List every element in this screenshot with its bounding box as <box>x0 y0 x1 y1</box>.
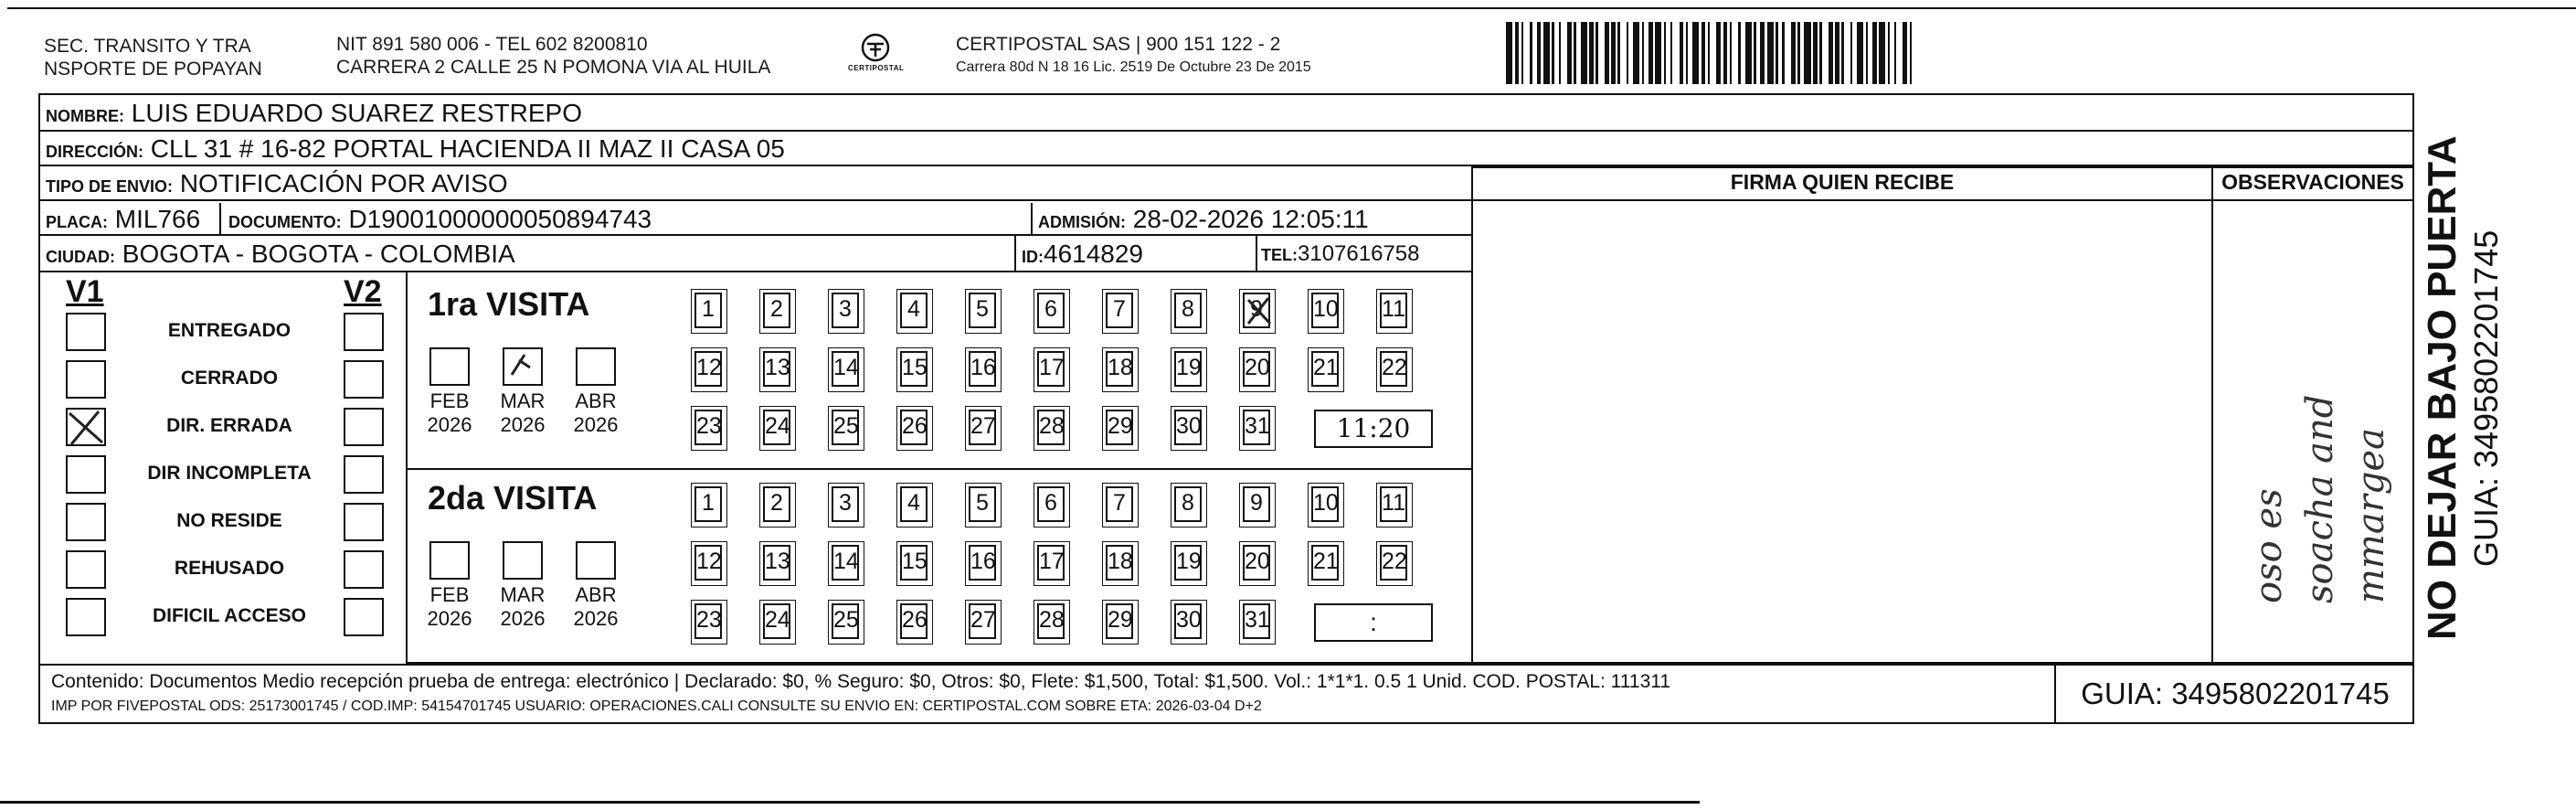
barcode-bar <box>1574 22 1575 84</box>
day-box[interactable] <box>694 486 722 522</box>
day-number: 31 <box>1245 413 1270 439</box>
check-mark-icon <box>503 347 543 386</box>
name-row <box>40 95 2412 132</box>
barcode-bar <box>1567 22 1572 84</box>
day-number: 14 <box>833 355 859 380</box>
barcode-bar <box>1776 22 1777 84</box>
v2-checkbox[interactable] <box>344 313 384 351</box>
day-number: 12 <box>696 549 722 574</box>
barcode-bar <box>1910 22 1912 84</box>
day-number: 2 <box>770 490 783 516</box>
v2-checkbox[interactable] <box>344 598 384 636</box>
day-number: 9 <box>1250 296 1263 322</box>
day-box[interactable] <box>1106 293 1133 328</box>
day-number: 25 <box>833 413 859 439</box>
barcode-bar <box>1804 22 1810 84</box>
month-label <box>568 389 623 437</box>
day-number: 26 <box>902 413 928 439</box>
sender-name <box>44 35 262 80</box>
footer-rule <box>40 664 2412 666</box>
admision-divider <box>1031 203 1033 234</box>
placa-label: PLACA: <box>46 213 108 231</box>
barcode-bar <box>1791 22 1796 84</box>
v2-checkbox[interactable] <box>344 408 384 446</box>
day-number: 5 <box>976 490 989 516</box>
day-number: 15 <box>902 355 928 380</box>
barcode-bar <box>1850 22 1852 84</box>
month-name: ABR <box>575 583 617 606</box>
day-number: 16 <box>970 549 996 574</box>
sender-line-1: SEC. TRANSITO Y TRA <box>44 36 251 57</box>
barcode-bar <box>1841 22 1843 84</box>
day-box[interactable] <box>1174 545 1202 581</box>
day-number: 25 <box>833 607 859 633</box>
day-box[interactable] <box>1243 603 1270 639</box>
day-number: 18 <box>1108 355 1133 380</box>
day-number: 8 <box>1182 296 1194 322</box>
month-label <box>422 389 477 437</box>
month-year: 2026 <box>500 607 546 630</box>
day-number: 29 <box>1108 413 1133 439</box>
day-box[interactable] <box>969 351 996 387</box>
barcode-bar <box>1782 22 1784 84</box>
placa-divider <box>219 203 221 234</box>
barcode-bar <box>1866 22 1868 84</box>
barcode-bar <box>1745 22 1752 84</box>
day-box[interactable] <box>832 545 859 581</box>
day-number: 11 <box>1382 490 1405 516</box>
day-box[interactable] <box>1106 603 1133 639</box>
status-label: DIR. ERRADA <box>166 415 292 436</box>
barcode-bar <box>1708 22 1710 84</box>
tel-value: 3107616758 <box>1298 241 1420 266</box>
day-number: 18 <box>1108 549 1133 574</box>
barcode-bar <box>1692 22 1699 84</box>
id-value: 4614829 <box>1044 240 1144 268</box>
month-name: ABR <box>575 389 617 412</box>
barcode-bar <box>1738 22 1740 84</box>
guia-box: GUIA: 3495802201745 <box>2081 677 2390 710</box>
day-number: 28 <box>1039 607 1065 633</box>
day-number: 31 <box>1245 607 1270 633</box>
day-box[interactable] <box>1037 545 1065 581</box>
v1-checkbox[interactable] <box>66 503 106 541</box>
barcode <box>1506 22 2237 84</box>
day-box[interactable] <box>694 603 722 639</box>
obs-divider <box>2211 166 2213 664</box>
day-box[interactable] <box>1174 603 1202 639</box>
status-label: DIR INCOMPLETA <box>147 463 312 484</box>
status-label: DIFICIL ACCESO <box>152 605 306 626</box>
day-number: 26 <box>902 607 928 633</box>
month-year: 2026 <box>500 413 546 436</box>
v1-checkbox[interactable] <box>66 455 106 494</box>
barcode-bar <box>1633 22 1639 84</box>
month-checkbox[interactable] <box>503 347 543 386</box>
day-number: 12 <box>696 355 722 380</box>
day-box[interactable] <box>694 293 722 328</box>
day-number: 14 <box>833 549 859 574</box>
tel-divider <box>1256 236 1257 271</box>
day-box[interactable] <box>763 351 790 387</box>
day-box[interactable] <box>1311 545 1339 581</box>
barcode-bar <box>1701 22 1706 84</box>
barcode-bar <box>1730 22 1732 84</box>
month-checkbox[interactable] <box>429 347 470 386</box>
day-number: 10 <box>1313 490 1339 516</box>
day-box[interactable] <box>969 486 996 522</box>
month-year: 2026 <box>427 413 472 436</box>
recipient-name: LUIS EDUARDO SUAREZ RESTREPO <box>131 99 582 127</box>
day-box[interactable] <box>1037 410 1065 445</box>
admision-label: ADMISIÓN: <box>1038 213 1126 231</box>
tipo-label: TIPO DE ENVIO: <box>46 177 174 196</box>
day-box[interactable] <box>969 545 996 581</box>
status-label: ENTREGADO <box>167 320 292 341</box>
id-label: ID: <box>1022 248 1044 266</box>
sender-contact <box>336 33 770 79</box>
day-number: 6 <box>1044 490 1057 516</box>
day-number: 16 <box>970 355 996 380</box>
admision-cell <box>1038 203 1369 239</box>
placa-value: MIL766 <box>114 205 201 233</box>
day-number: 23 <box>696 607 722 633</box>
month-checkbox[interactable] <box>576 347 616 386</box>
day-number: 21 <box>1313 355 1339 380</box>
barcode-bar <box>1670 22 1672 84</box>
day-number: 22 <box>1382 355 1407 380</box>
barcode-bar <box>1605 22 1609 84</box>
tel-cell <box>1261 236 1419 273</box>
day-number: 23 <box>696 413 722 439</box>
day-box[interactable] <box>694 410 722 445</box>
day-number: 6 <box>1044 296 1057 322</box>
month-name: MAR <box>500 389 546 412</box>
month-name: FEB <box>429 389 470 412</box>
barcode-bar <box>1530 22 1532 84</box>
day-number: 3 <box>839 296 852 322</box>
day-box[interactable] <box>1037 293 1065 328</box>
status-label: REHUSADO <box>174 558 285 579</box>
day-box[interactable] <box>1311 351 1339 387</box>
month-checkbox[interactable] <box>576 541 616 580</box>
month-label <box>495 583 550 631</box>
day-number: 17 <box>1039 549 1065 574</box>
day-box[interactable] <box>1106 486 1133 522</box>
day-number: 5 <box>976 296 989 322</box>
day-box[interactable] <box>763 486 790 522</box>
day-number: 22 <box>1382 549 1407 574</box>
day-box[interactable] <box>900 351 928 387</box>
barcode-bar <box>1797 22 1799 84</box>
recipient-address: CLL 31 # 16-82 PORTAL HACIENDA II MAZ II CASA 05 <box>150 134 785 163</box>
tipo-envio: NOTIFICACIÓN POR AVISO <box>179 169 508 197</box>
day-number: 17 <box>1039 355 1065 380</box>
columns-top-rule <box>1473 166 2412 168</box>
barcode-bar <box>1648 22 1653 84</box>
admision-value: 28-02-2026 12:05:11 <box>1132 205 1369 233</box>
footer-imp-line: IMP POR FIVEPOSTAL ODS: 25173001745 / COD.IMP: 54154701745 USUARIO: OPERACIONES.CALI CONSULTE SU ENVIO EN: CERTIPOSTAL.COM SOBRE ETA: 2026-03-04 D+2 <box>51 698 1262 714</box>
handwritten-line-1: oso es <box>2248 488 2290 603</box>
bottom-rule <box>0 801 1700 804</box>
company-info <box>956 33 1311 79</box>
barcode-bar <box>1894 22 1896 84</box>
day-box[interactable] <box>1380 351 1407 387</box>
month-year: 2026 <box>573 413 619 436</box>
barcode-bar <box>1589 22 1594 84</box>
day-box[interactable] <box>1380 293 1407 328</box>
day-box[interactable] <box>900 603 928 639</box>
footer-content-line: Contenido: Documentos Medio recepción prueba de entrega: electrónico | Declarado: $0, % Seguro: $0, Otros: $0, Flete: $1,500, Total: $1,500. Vol.: 1*1*1. 0.5 1 Unid. COD. POSTAL: 111311 <box>51 671 1671 692</box>
day-number: 2 <box>770 296 783 322</box>
name-label: NOMBRE: <box>46 107 124 125</box>
barcode-bar <box>1611 22 1616 84</box>
v1-checkbox[interactable] <box>66 550 106 589</box>
day-box[interactable] <box>1106 410 1133 445</box>
day-box[interactable] <box>1106 545 1133 581</box>
day-number: 19 <box>1176 355 1202 380</box>
side-guia: GUIA: 3495802201745 <box>2467 229 2505 567</box>
barcode-bar <box>1595 22 1597 84</box>
day-box[interactable] <box>1174 410 1202 445</box>
visit-divider <box>408 468 1471 470</box>
day-number: 21 <box>1313 549 1339 574</box>
barcode-bar <box>1506 22 1512 84</box>
day-box[interactable] <box>1037 603 1065 639</box>
day-number: 8 <box>1182 490 1194 516</box>
barcode-bar <box>1835 22 1839 84</box>
day-box[interactable] <box>763 410 790 445</box>
day-number: 7 <box>1113 296 1126 322</box>
v2-checkbox[interactable] <box>344 455 384 494</box>
sender-line-2: NSPORTE DE POPAYAN <box>44 59 262 80</box>
time-box[interactable]: 11:20 <box>1314 410 1433 448</box>
day-box[interactable] <box>900 293 928 328</box>
barcode-bar <box>1664 22 1666 84</box>
time-box[interactable]: : <box>1314 603 1433 642</box>
v1-checkbox[interactable] <box>66 598 106 636</box>
day-number: 10 <box>1313 296 1339 322</box>
documento-cell <box>228 203 652 239</box>
day-number: 19 <box>1176 549 1202 574</box>
v1-checkbox[interactable] <box>66 360 106 399</box>
barcode-bar <box>1723 22 1728 84</box>
no-dejar-bajo-puerta: NO DEJAR BAJO PUERTA <box>2420 135 2465 640</box>
day-number: 15 <box>902 549 928 574</box>
day-box[interactable] <box>969 603 996 639</box>
day-number: 13 <box>765 549 790 574</box>
firma-header: FIRMA QUIEN RECIBE <box>1730 170 1955 194</box>
company-line: CERTIPOSTAL SAS | 900 151 122 - 2 <box>956 34 1281 55</box>
address-row <box>40 132 2412 166</box>
day-number: 13 <box>765 355 790 380</box>
day-box[interactable] <box>1311 293 1339 328</box>
day-number: 30 <box>1176 607 1202 633</box>
day-number: 7 <box>1113 490 1126 516</box>
barcode-bar <box>1903 22 1907 84</box>
barcode-bar <box>1879 22 1885 84</box>
day-number: 4 <box>907 490 920 516</box>
ciudad-row <box>40 236 1473 272</box>
day-number: 28 <box>1039 413 1065 439</box>
day-number: 1 <box>702 490 715 516</box>
barcode-bar <box>1559 22 1561 84</box>
day-box[interactable] <box>1243 410 1270 445</box>
v2-checkbox[interactable] <box>344 503 384 541</box>
handwritten-line-3: mmargea <box>2350 428 2392 603</box>
day-box[interactable] <box>694 545 722 581</box>
day-box[interactable] <box>832 410 859 445</box>
barcode-bar <box>1888 22 1890 84</box>
barcode-bar <box>1813 22 1818 84</box>
month-name: FEB <box>429 583 470 606</box>
day-box[interactable] <box>900 410 928 445</box>
certipostal-logo <box>848 29 903 80</box>
month-name: MAR <box>500 583 546 606</box>
guia-divider <box>2054 666 2056 722</box>
day-box[interactable] <box>1243 545 1270 581</box>
barcode-bar <box>1872 22 1877 84</box>
address-label: DIRECCIÓN: <box>46 143 143 161</box>
handwritten-line-2: soacha and <box>2299 394 2341 603</box>
day-number: 9 <box>1250 490 1263 516</box>
barcode-bar <box>1754 22 1755 84</box>
logo-text: CERTIPOSTAL <box>848 64 905 72</box>
month-label <box>568 583 623 631</box>
day-box[interactable] <box>1243 486 1270 522</box>
month-year: 2026 <box>427 607 472 630</box>
nit-line: NIT 891 580 006 - TEL 602 8200810 <box>336 34 648 55</box>
day-box[interactable] <box>694 351 722 387</box>
tel-label: TEL: <box>1261 246 1298 264</box>
columns-header-rule <box>1473 199 2412 201</box>
documento-label: DOCUMENTO: <box>228 213 342 231</box>
day-box[interactable] <box>1174 293 1202 328</box>
handwritten-note <box>2243 395 2397 603</box>
barcode-bar <box>1617 22 1619 84</box>
v2-checkbox[interactable] <box>344 360 384 399</box>
day-number: 24 <box>765 607 790 633</box>
barcode-bar <box>1543 22 1550 84</box>
day-number: 1 <box>702 296 715 322</box>
day-box[interactable] <box>1380 545 1407 581</box>
day-box[interactable] <box>1243 293 1270 328</box>
day-box[interactable] <box>1037 486 1065 522</box>
day-number: 4 <box>907 296 920 322</box>
day-box[interactable] <box>832 603 859 639</box>
v1-label: V1 <box>66 274 104 309</box>
status-label: CERRADO <box>180 368 279 389</box>
day-box[interactable] <box>900 545 928 581</box>
day-box[interactable] <box>1106 351 1133 387</box>
first-visit-title: 1ra VISITA <box>428 285 590 323</box>
month-label <box>495 389 550 437</box>
address-line: CARRERA 2 CALLE 25 N POMONA VIA AL HUILA <box>336 57 771 78</box>
barcode-bar <box>1680 22 1684 84</box>
day-box[interactable] <box>1380 486 1407 522</box>
day-box[interactable] <box>1311 486 1339 522</box>
day-box[interactable] <box>763 293 790 328</box>
month-checkbox[interactable] <box>429 541 470 580</box>
barcode-bar <box>1857 22 1863 84</box>
barcode-bar <box>1581 22 1587 84</box>
second-visit-title: 2da VISITA <box>428 479 598 517</box>
top-rule <box>7 7 2576 9</box>
day-box[interactable] <box>832 486 859 522</box>
day-box[interactable] <box>1174 351 1202 387</box>
month-year: 2026 <box>573 607 619 630</box>
day-number: 30 <box>1176 413 1202 439</box>
cross-mark-icon <box>66 408 106 446</box>
day-number: 20 <box>1245 549 1270 574</box>
barcode-bar <box>1767 22 1774 84</box>
id-cell <box>1022 236 1143 275</box>
barcode-bar <box>1642 22 1644 84</box>
status-label: NO RESIDE <box>176 510 282 531</box>
tipo-row <box>40 166 1473 201</box>
id-divider <box>1014 236 1016 271</box>
day-box[interactable] <box>763 603 790 639</box>
v2-label: V2 <box>344 274 382 309</box>
barcode-bar <box>1686 22 1688 84</box>
day-number: 3 <box>839 490 852 516</box>
month-checkbox[interactable] <box>503 541 543 580</box>
barcode-bar <box>1819 22 1821 84</box>
barcode-bar <box>1716 22 1721 84</box>
day-box[interactable] <box>1243 351 1270 387</box>
barcode-bar <box>1552 22 1553 84</box>
day-number: 24 <box>765 413 790 439</box>
day-box[interactable] <box>763 545 790 581</box>
barcode-bar <box>1521 22 1523 84</box>
day-box[interactable] <box>969 410 996 445</box>
month-label <box>422 583 477 631</box>
day-number: 11 <box>1382 296 1405 322</box>
ciudad-value: BOGOTA - BOGOTA - COLOMBIA <box>122 240 515 268</box>
v1-checkbox[interactable] <box>66 313 106 351</box>
barcode-bar <box>1655 22 1661 84</box>
barcode-bar <box>1829 22 1833 84</box>
day-box[interactable] <box>900 486 928 522</box>
barcode-bar <box>1760 22 1765 84</box>
observaciones-header: OBSERVACIONES <box>2221 170 2404 194</box>
day-number: 29 <box>1108 607 1133 633</box>
v2-checkbox[interactable] <box>344 550 384 589</box>
day-box[interactable] <box>832 351 859 387</box>
day-number: 20 <box>1245 355 1270 380</box>
cross-mark-icon <box>1243 293 1274 329</box>
firma-divider <box>1471 166 1473 664</box>
day-number: 27 <box>970 607 996 633</box>
v1-checkbox[interactable] <box>66 408 106 446</box>
barcode-bar <box>1515 22 1520 84</box>
ciudad-label: CIUDAD: <box>46 248 115 266</box>
barcode-bar <box>1627 22 1628 84</box>
day-number: 27 <box>970 413 996 439</box>
day-box[interactable] <box>1174 486 1202 522</box>
day-box[interactable] <box>969 293 996 328</box>
documento-value: D19001000000050894743 <box>348 205 652 233</box>
barcode-bar <box>1537 22 1542 84</box>
day-box[interactable] <box>1037 351 1065 387</box>
day-box[interactable] <box>832 293 859 328</box>
license-line: Carrera 80d N 18 16 Lic. 2519 De Octubre 23 De 2015 <box>956 59 1311 75</box>
